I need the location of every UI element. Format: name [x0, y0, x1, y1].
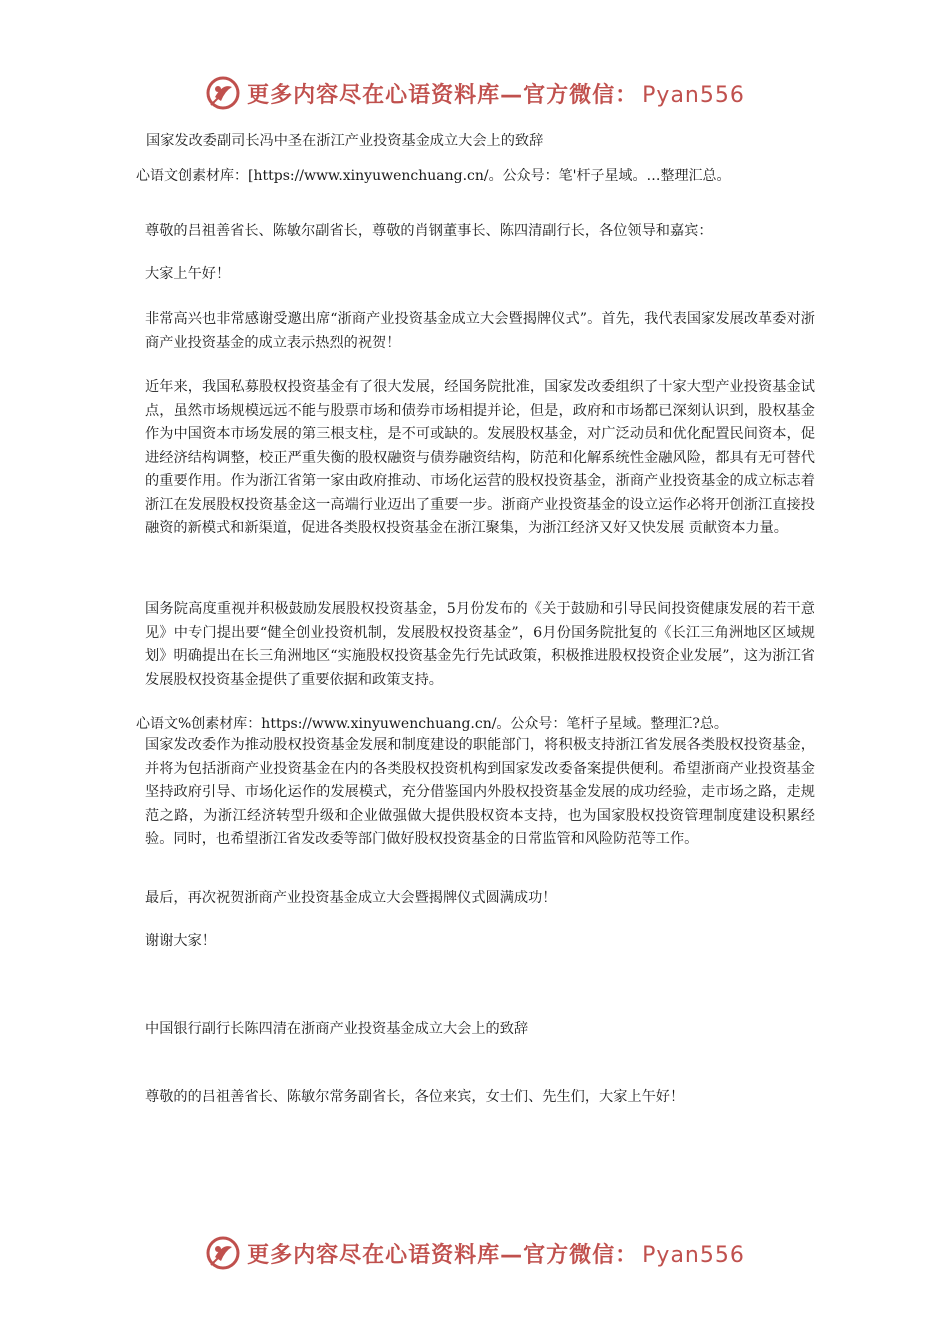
- speech1-paragraph-3: 国务院高度重视并积极鼓励发展股权投资基金，5月份发布的《关于鼓励和引导民间投资健康发展的若干意见》中专门提出要“健全创业投资机制，发展股权投资基金”，6月份国务院批复的《长江三角洲地区区域规划》明确提出在长三角洲地区“实施股权投资基金先行先试政策，积极推进股权投资企业发展”，这为浙江省发展股权投资基金提供了重要依据和政策支持。: [145, 601, 815, 688]
- speech1-paragraph-4: 国家发改委作为推动股权投资基金发展和制度建设的职能部门，将积极支持浙江省发展各类股权投资基金，并将为包括浙商产业投资基金在内的各类股权投资机构到国家发改委备案提供便利。希望浙商产业投资基金坚持政府引导、市场化运作的发展模式，充分借鉴国内外股权投资基金发展的成功经验，走市场之路，走规范之路，为浙江经济转型升级和企业做强做大提供股权资本支持，也为国家股权投资管理制度建设积累经验。同时，也希望浙江省发改委等部门做好股权投资基金的日常监管和风险防范等工作。: [145, 737, 815, 847]
- banner-dash: —: [500, 82, 524, 108]
- speech1-closing: 最后，再次祝贺浙商产业投资基金成立大会暨揭牌仪式圆满成功！: [145, 890, 557, 906]
- banner-official: 官方微信：: [523, 1242, 639, 1268]
- brand-logo-icon: [205, 75, 241, 111]
- source-note: 心语文创素材库：[https://www.xinyuwenchuang.cn/。公众号：笔'杆子星域。…整理汇总。: [136, 168, 731, 184]
- banner-main: 更多内容尽在心语资料库: [247, 82, 501, 108]
- banner-dash: —: [500, 1242, 524, 1268]
- speech1-greeting: 尊敬的吕祖善省长、陈敏尔副省长，尊敬的肖钢董事长、陈四清副行长，各位领导和嘉宾：: [145, 223, 713, 239]
- speech2-greeting: 尊敬的的吕祖善省长、陈敏尔常务副省长，各位来宾，女士们、先生们，大家上午好！: [145, 1089, 685, 1105]
- banner-official: 官方微信：: [523, 82, 639, 108]
- header-watermark-banner: [0, 68, 950, 118]
- footer-watermark-banner: [0, 1228, 950, 1278]
- banner-text: [247, 1238, 745, 1269]
- speech1-title: 国家发改委副司长冯中圣在浙江产业投资基金成立大会上的致辞: [146, 133, 544, 149]
- banner-handle: Pyan556: [642, 82, 745, 108]
- speech1-thanks: 谢谢大家！: [145, 933, 216, 949]
- brand-logo-icon: [205, 1235, 241, 1271]
- banner-text: [247, 78, 745, 109]
- banner-handle: Pyan556: [642, 1242, 745, 1268]
- speech1-hello: 大家上午好！: [145, 266, 231, 282]
- banner-main: 更多内容尽在心语资料库: [247, 1242, 501, 1268]
- source-note-2: 心语文%创素材库：https://www.xinyuwenchuang.cn/。公众号：笔杆子星域。整理汇?总。: [136, 716, 728, 732]
- speech1-paragraph-1: 非常高兴也非常感谢受邀出席“浙商产业投资基金成立大会暨揭牌仪式”。首先，我代表国家发展改革委对浙商产业投资基金的成立表示热烈的祝贺！: [145, 311, 815, 351]
- speech2-title: 中国银行副行长陈四清在浙商产业投资基金成立大会上的致辞: [145, 1021, 529, 1037]
- speech1-paragraph-2: 近年来，我国私募股权投资基金有了很大发展，经国务院批准，国家发改委组织了十家大型产业投资基金试点，虽然市场规模远远不能与股票市场和债券市场相提并论，但是，政府和市场都已深刻认识到，股权基金作为中国资本市场发展的第三根支柱，是不可或缺的。发展股权基金，对广泛动员和优化配置民间资本，促进经济结构调整，校正严重失衡的股权融资与债券融资结构，防范和化解系统性金融风险，都具有无可替代的重要作用。作为浙江省第一家由政府推动、市场化运营的股权投资基金，浙商产业投资基金的成立标志着浙江在发展股权投资基金这一高端行业迈出了重要一步。浙商产业投资基金的设立运作必将开创浙江直接投融资的新模式和新渠道，促进各类股权投资基金在浙江聚集，为浙江经济又好又快发展 贡献资本力量。: [145, 379, 815, 536]
